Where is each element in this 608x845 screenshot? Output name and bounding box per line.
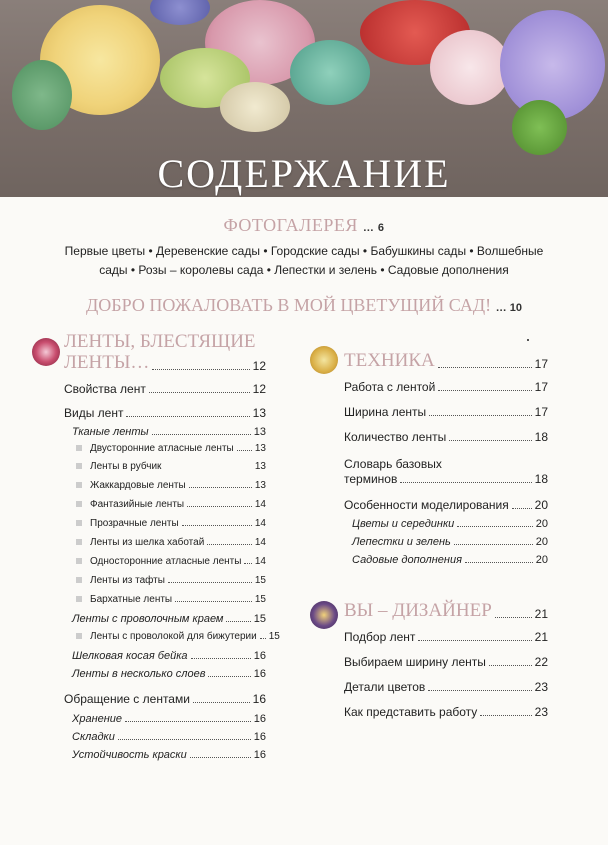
toc-page: 12 [252,359,266,373]
welcome-heading: ДОБРО ПОЖАЛОВАТЬ В МОЙ ЦВЕТУЩИЙ САД! … 10 [86,295,522,315]
toc-page: 15 [253,613,266,625]
gallery-items [30,242,578,280]
toc-page: 17 [534,405,548,419]
toc-row[interactable] [76,537,266,548]
toc-row[interactable] [72,749,266,761]
toc-page: 23 [534,705,548,719]
section-heading-line: ЛЕНТЫ, БЛЕСТЯЩИЕ [64,331,256,352]
toc-row[interactable] [344,705,548,719]
section-heading-line: ЛЕНТЫ… [64,352,150,373]
toc-text: Как представить работу [344,705,478,719]
toc-row[interactable] [72,713,266,725]
toc-row[interactable] [344,655,548,669]
toc-page: 14 [254,499,266,510]
toc-text: Цветы и серединки [352,518,455,530]
divider-mark [527,339,529,341]
toc-row[interactable] [76,480,266,491]
toc-row[interactable] [72,668,266,680]
toc-page: 13 [254,443,266,454]
toc-page: 23 [534,680,548,694]
toc-text: Свойства лент [64,382,146,396]
toc-page: 17 [534,357,548,371]
welcome-page: 10 [509,302,522,314]
section-heading-ribbons [64,331,256,352]
toc-row[interactable] [344,430,548,444]
toc-text: Двусторонние атласные ленты [90,443,234,454]
toc-text: Жаккардовые ленты [90,480,186,491]
toc-text: Обращение с лентами [64,692,190,706]
toc-text: Ленты из тафты [90,575,165,586]
toc-row[interactable] [352,554,548,566]
toc-text: Шелковая косая бейка [72,650,188,662]
green-leaf-icon [512,100,567,155]
cream-leaf-icon [220,82,290,132]
toc-row[interactable] [64,382,266,396]
toc-text: терминов [344,472,398,486]
toc-text: Односторонние атласные ленты [90,556,242,567]
pansy-icon [32,338,60,366]
toc-row[interactable] [76,443,266,454]
toc-text: Количество ленты [344,430,447,444]
toc-text: Виды лент [64,406,124,420]
toc-row[interactable] [344,350,548,371]
toc-row[interactable] [344,498,548,512]
toc-page: 20 [534,498,548,512]
bullet-icon [76,501,82,507]
toc-page: 13 [254,480,266,491]
toc-page: 17 [534,380,548,394]
toc-text: Ленты с проволочным краем [72,613,224,625]
toc-text: Тканые ленты [72,426,149,438]
toc-row[interactable] [76,594,266,605]
toc-row[interactable] [76,631,280,642]
toc-text: Работа с лентой [344,380,436,394]
toc-page: 22 [534,655,548,669]
gallery-title: ФОТОГАЛЕРЕЯ [223,215,358,235]
toc-page: 15 [268,631,280,642]
toc-page: 15 [254,575,266,586]
toc-row[interactable] [76,575,266,586]
toc-row[interactable] [72,650,266,662]
toc-row[interactable] [76,499,266,510]
toc-page: 16 [253,650,266,662]
toc-page: 13 [253,426,266,438]
toc-row[interactable] [352,518,548,530]
toc-text: Бархатные ленты [90,594,173,605]
toc-text: Ленты в рубчик [90,461,162,472]
toc-text: Ленты из шелка хаботай [90,537,205,548]
toc-text: Фантазийные ленты [90,499,185,510]
toc-row[interactable] [76,518,266,529]
toc-page: 13 [252,406,266,420]
toc-row[interactable] [344,600,548,621]
toc-text: Устойчивость краски [72,749,187,761]
toc-row[interactable] [72,426,266,438]
bullet-icon [76,482,82,488]
bullet-icon [76,596,82,602]
toc-text: Словарь базовых [344,457,442,471]
toc-page: 13 [254,461,266,472]
green-leaf-icon [12,60,72,130]
toc-text: Складки [72,731,115,743]
toc-row[interactable] [344,380,548,394]
toc-row[interactable] [344,472,548,486]
toc-page: 21 [534,630,548,644]
toc-text: Ширина ленты [344,405,427,419]
toc-text: Подбор лент [344,630,416,644]
toc-page: 14 [254,556,266,567]
toc-page: 16 [252,692,266,706]
toc-row[interactable] [64,692,266,706]
toc-row[interactable] [76,461,266,472]
gallery-page: 6 [377,222,385,234]
toc-page: 20 [535,518,548,530]
toc-page: 21 [534,607,548,621]
toc-page: 16 [253,668,266,680]
flower-icon [310,346,338,374]
toc-text: Лепестки и зелень [352,536,451,548]
bullet-icon [76,463,82,469]
hero-image [0,0,608,197]
page-title: СОДЕРЖАНИЕ [157,151,451,196]
toc-row[interactable] [72,731,266,743]
toc-text: Хранение [72,713,123,725]
toc-page: 15 [254,594,266,605]
bullet-icon [76,520,82,526]
teal-flower-icon [290,40,370,105]
toc-row[interactable] [76,556,266,567]
gallery-heading: ФОТОГАЛЕРЕЯ … 6 [223,215,385,235]
toc-text: Детали цветов [344,680,426,694]
toc-page: 14 [254,518,266,529]
gallery-items-line: Первые цветы • Деревенские сады • Городские сады • Бабушкины сады • Волшебные [64,244,544,258]
toc-text: Особенности моделирования [344,498,509,512]
toc-page: 16 [253,713,266,725]
blue-flower-icon [150,0,210,25]
toc-row[interactable] [64,406,266,420]
toc-row[interactable] [344,630,548,644]
toc-text: Выбираем ширину ленты [344,655,486,669]
toc-page: 20 [535,554,548,566]
toc-page: 18 [534,472,548,486]
toc-row[interactable] [344,680,548,694]
bullet-icon [76,539,82,545]
toc-row[interactable] [64,352,266,373]
white-flower-icon [430,30,510,105]
bullet-icon [76,633,82,639]
pansy-icon [310,601,338,629]
toc-page: 20 [535,536,548,548]
toc-page: 16 [253,749,266,761]
toc-page: 14 [254,537,266,548]
gallery-items-line: сады • Розы – королевы сада • Лепестки и зелень • Садовые дополнения [99,263,509,277]
toc-page: 18 [534,430,548,444]
toc-text: Прозрачные ленты [90,518,179,529]
bullet-icon [76,445,82,451]
toc-page: 12 [252,382,266,396]
toc-text: Ленты в несколько слоев [72,668,206,680]
bullet-icon [76,577,82,583]
toc-row[interactable] [352,536,548,548]
toc-text: Ленты с проволокой для бижутерии [90,631,257,642]
toc-row[interactable] [344,405,548,419]
toc-text: Садовые дополнения [352,554,462,566]
toc-row[interactable] [72,613,266,625]
bullet-icon [76,558,82,564]
toc-page: 16 [253,731,266,743]
section-heading-designer: ВЫ – ДИЗАЙНЕР [344,600,492,621]
section-heading-technique: ТЕХНИКА [344,350,435,371]
welcome-title: ДОБРО ПОЖАЛОВАТЬ В МОЙ ЦВЕТУЩИЙ САД! [86,295,492,315]
